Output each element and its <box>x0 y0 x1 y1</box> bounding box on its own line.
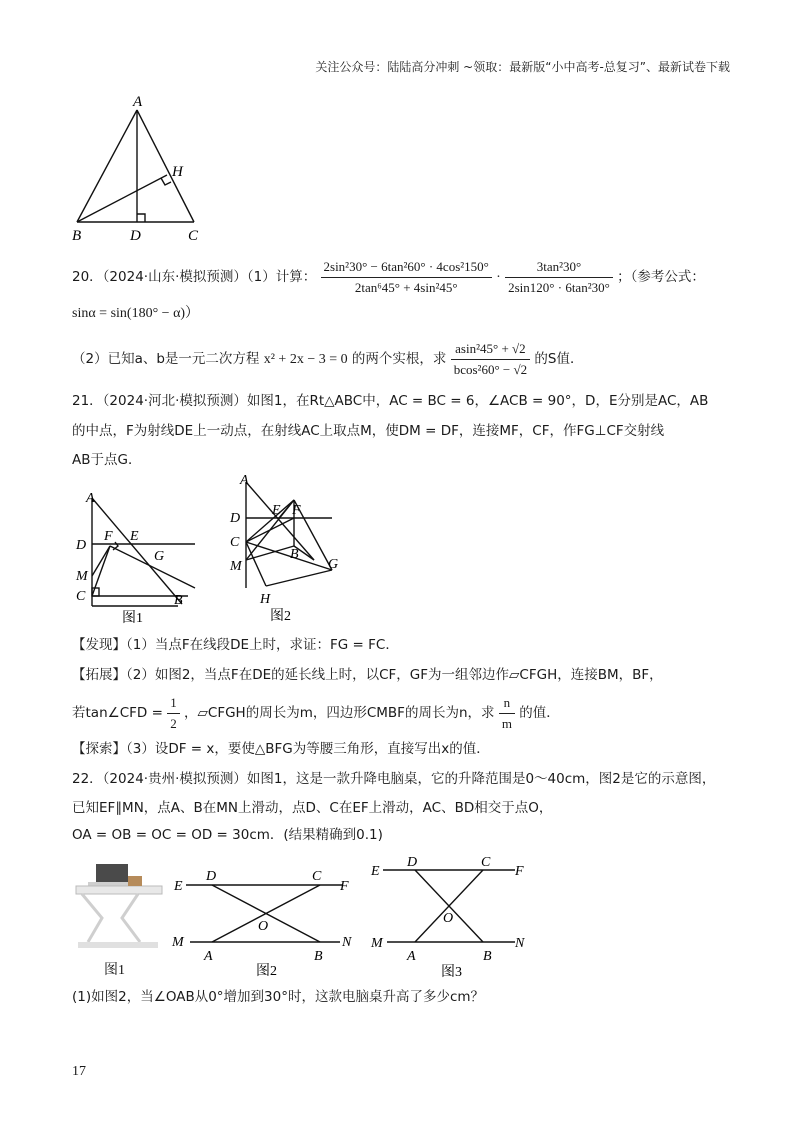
fig1-label-g: G <box>154 549 165 564</box>
tan-fraction: $\frac{1}{2}$ <box>167 694 180 732</box>
fig2-label-h: H <box>260 592 271 607</box>
fig2-label-g: G <box>328 557 339 572</box>
fig2-label-b: B <box>290 547 299 562</box>
q20-formula: sinα = sin(180° − α)） <box>72 306 200 321</box>
question-20-part2: （2）已知a、b是一元二次方程 x² + 2x − 3 = 0 的两个实根，求 $\frac{\text{asin²45° + √2}}{\text{bcos²60° − √2}}$ 的S值． <box>72 341 584 377</box>
q22-fig2-caption: 图2 <box>256 964 277 979</box>
fig2-label-d: D <box>230 511 241 526</box>
q22-fig3-label-n: N <box>515 936 525 951</box>
q22-line1: 22．（2024·贵州·模拟预测）如图1，这是一款升降电脑桌，它的升降范围是0～40cm，图2是它的示意图， <box>72 771 716 787</box>
fig1-label-b: B <box>174 593 183 608</box>
label-h: H <box>172 164 183 180</box>
label-a: A <box>133 94 143 110</box>
q22-fig3-label-c: C <box>481 855 491 870</box>
q22-fig3-label-e: E <box>371 864 380 879</box>
q20-tail: ；（参考公式： <box>617 269 705 286</box>
q20-frac2: $\frac{\text{3tan²30°}}{\text{2sin120° · 6tan²30°}}$ <box>505 258 613 296</box>
q22-fig2-label-c: C <box>312 869 322 884</box>
q21-explore: 【探索】（3）设DF = x，要使△BFG为等腰三角形，直接写出x的值． <box>72 741 490 757</box>
fig1-label-c: C <box>76 589 86 604</box>
n-over-m-fraction: $\frac{n}{m}$ <box>499 694 515 732</box>
q21-find: 【发现】（1）当点F在线段DE上时，求证：FG = FC． <box>72 637 399 653</box>
q20-prefix: 20．（2024·山东·模拟预测）（1）计算： <box>72 269 317 286</box>
q22-fig3-label-f: F <box>515 864 524 879</box>
q22-fig3-label-m: M <box>371 936 383 951</box>
q22-fig3-caption: 图3 <box>441 965 462 980</box>
fig1-label-f: F <box>104 529 113 544</box>
fig2-label-a: A <box>240 473 249 488</box>
laptop-icon <box>96 864 128 884</box>
fig2-label-e: E <box>272 503 281 518</box>
q22-line2: 已知EF∥MN，点A、B在MN上滑动，点D、C在EF上滑动，AC、BD相交于点O， <box>72 800 553 816</box>
question-20-line1: 20．（2024·山东·模拟预测）（1）计算： $\frac{\text{2sin²30° − 6tan²60° · 4cos²150°}}{\text{2tan⁶45° + 4sin²45°}}$ · $\frac{\text{3tan²30°}}{\text{2sin120° · 6tan²30°}}$ ；（参考公式： <box>72 259 705 295</box>
fig1-label-e: E <box>130 529 139 544</box>
q22-fig1-caption: 图1 <box>104 963 125 978</box>
q22-fig2-label-e: E <box>174 879 183 894</box>
q21-line3: AB于点G． <box>72 452 142 468</box>
q22-fig2-label-o: O <box>258 919 269 934</box>
fig2-label-c: C <box>230 535 240 550</box>
q22-fig3-label-o: O <box>443 911 454 926</box>
q21-line1: 21．（2024·河北·模拟预测）如图1，在Rt△ABC中，AC = BC = 6，∠ACB = 90°，D，E分别是AC，AB <box>72 393 709 409</box>
label-b: B <box>72 228 82 244</box>
q20-frac1: $\frac{\text{2sin²30° − 6tan²60° · 4cos²150°}}{\text{2tan⁶45° + 4sin²45°}}$ <box>321 258 492 296</box>
q22-figure-2 <box>170 860 360 985</box>
label-c: C <box>188 228 199 244</box>
fig1-caption: 图1 <box>122 611 143 626</box>
q22-sub1: (1)如图2，当∠OAB从0°增加到30°时，这款电脑桌升高了多少cm？ <box>72 989 485 1005</box>
q21-extension-line1: 【拓展】（2）如图2，当点F在DE的延长线上时，以CF，GF为一组邻边作▱CFGH，连接BM，BF， <box>72 667 663 683</box>
fig1-label-a: A <box>86 491 95 506</box>
fig2-label-f: F <box>292 503 301 518</box>
q21-line2: 的中点，F为射线DE上一动点，在射线AC上取点M，使DM = DF，连接MF，CF，作FG⊥CF交射线 <box>72 423 665 439</box>
page-header: 关注公众号：陆陆高分冲刺 ~领取：最新版“小中高考-总复习”、最新试卷下载 <box>315 60 730 74</box>
q22-fig2-label-f: F <box>340 879 349 894</box>
q22-figure-3 <box>365 852 540 982</box>
q22-line3: OA = OB = OC = OD = 30cm．(结果精确到0.1) <box>72 827 383 843</box>
q21-extension-line2: 若tan∠CFD = $\frac{1}{2}$ ，▱CFGH的周长为m，四边形CMBF的周长为n，求 $\frac{n}{m}$ 的值． <box>72 695 560 731</box>
q22-fig2-label-a: A <box>204 949 213 964</box>
q22-fig3-label-d: D <box>407 855 418 870</box>
triangle-figure-abh <box>60 90 220 250</box>
fig2-caption: 图2 <box>270 609 291 624</box>
q21-figure-1 <box>70 488 210 633</box>
q22-fig3-label-b: B <box>483 949 492 964</box>
q22-fig2-label-d: D <box>206 869 217 884</box>
fig2-label-m: M <box>230 559 242 574</box>
q22-fig2-label-n: N <box>342 935 352 950</box>
q22-figure-1-desk-photo <box>68 856 168 981</box>
fig1-label-d: D <box>76 538 87 553</box>
q22-fig3-label-a: A <box>407 949 416 964</box>
q22-fig2-label-b: B <box>314 949 323 964</box>
page-number: 17 <box>72 1064 86 1079</box>
q21-figure-2 <box>224 470 364 630</box>
q22-fig2-label-m: M <box>172 935 184 950</box>
fig1-label-m: M <box>76 569 88 584</box>
q20-frac3: $\frac{\text{asin²45° + √2}}{\text{bcos²60° − √2}}$ <box>451 340 530 378</box>
label-d: D <box>130 228 141 244</box>
